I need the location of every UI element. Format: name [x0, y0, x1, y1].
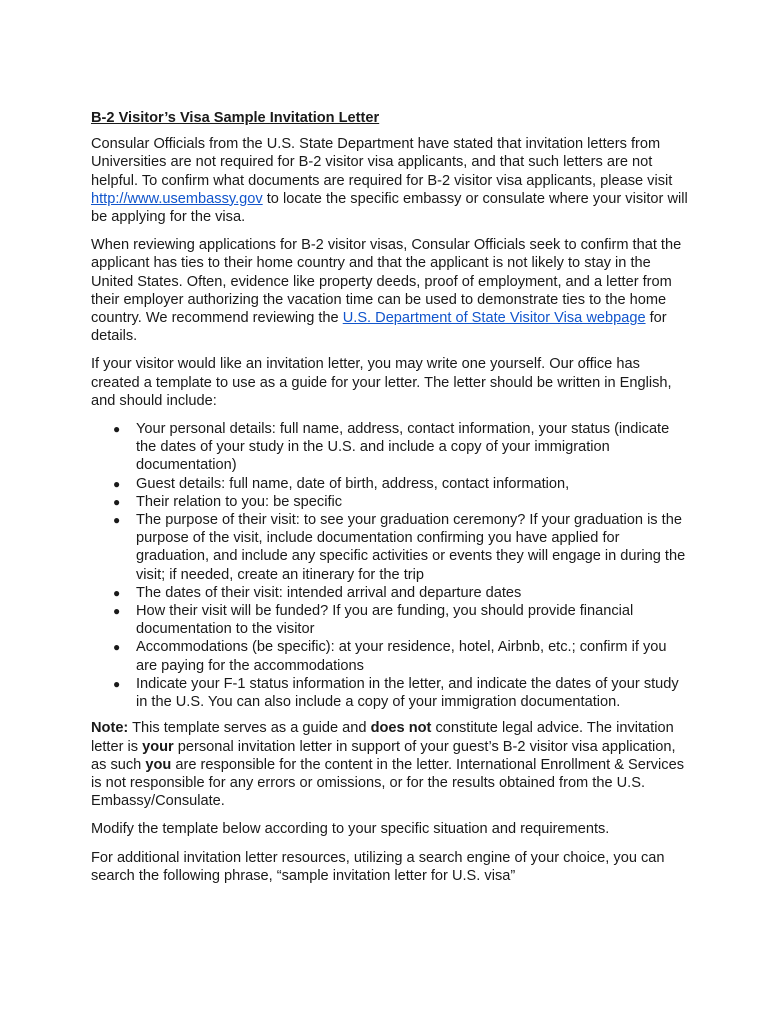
list-item	[91, 420, 691, 475]
list-item-text: How their visit will be funded? If you are funding, you should provide financial documentation to the visitor	[136, 603, 634, 638]
bullet-icon: ●	[113, 422, 121, 437]
consular-review-paragraph	[91, 236, 691, 345]
intro-text-before: Consular Officials from the U.S. State Department have stated that invitation letters from Universities are not required for B-2 visitor visa applicants, and that such letters are not helpful. To confirm what documents are required for B-2 visitor visa applicants, please visit	[91, 136, 673, 189]
list-item-text: Guest details: full name, date of birth, address, contact information,	[136, 475, 570, 492]
note-label: Note:	[91, 720, 129, 737]
additional-resources-paragraph: For additional invitation letter resources, utilizing a search engine of your choice, you can search the following phrase, “sample invitation letter for U.S. visa”	[91, 849, 665, 884]
list-item	[91, 475, 691, 493]
bullet-icon: ●	[113, 604, 121, 619]
list-item	[91, 638, 691, 674]
list-item	[91, 493, 691, 511]
note-text: This template serves as a guide and	[128, 720, 371, 737]
list-item	[91, 602, 691, 638]
bullet-icon: ●	[113, 476, 121, 491]
document-title: B-2 Visitor’s Visa Sample Invitation Letter	[91, 110, 380, 126]
note-text: are responsible for the content in the letter. International Enrollment & Services is not responsible for any errors or omissions, or for the results obtained from the U.S. Embassy/Consulate.	[91, 756, 684, 810]
list-item	[91, 675, 691, 711]
list-item-text: Accommodations (be specific): at your residence, hotel, Airbnb, etc.; confirm if you are paying for the accommodations	[136, 639, 667, 674]
list-item-text: Indicate your F-1 status information in the letter, and indicate the dates of your study in the U.S. You can also include a copy of your immigration documentation.	[136, 675, 679, 711]
list-item	[91, 511, 691, 584]
note-emphasis: does not	[370, 720, 432, 737]
requirements-list	[91, 420, 691, 711]
list-item-text: Your personal details: full name, address, contact information, your status (indicate the dates of your study in the U.S. and include a copy of your immigration documentation)	[136, 421, 670, 474]
template-intro-paragraph: If your visitor would like an invitation letter, you may write one yourself. Our office has created a template to use as a guide for your letter. The letter should be written in English, and should include:	[91, 356, 672, 409]
bullet-icon: ●	[113, 494, 121, 509]
modify-template-paragraph: Modify the template below according to your specific situation and requirements.	[91, 821, 610, 838]
note-emphasis: you	[145, 756, 172, 773]
list-item-text: The dates of their visit: intended arrival and departure dates	[136, 584, 522, 601]
list-item-text: Their relation to you: be specific	[136, 493, 343, 510]
intro-paragraph	[91, 135, 691, 226]
note-text: constitute legal advice. The invitation letter is	[91, 720, 674, 755]
bullet-icon: ●	[113, 513, 121, 528]
intro-text-after: to locate the specific embassy or consulate where your visitor will be applying for the visa.	[91, 190, 688, 226]
review-text-before: When reviewing applications for B-2 visitor visas, Consular Officials seek to confirm that the applicant has ties to their home country and that the applicant is not likely to stay in the United States. Often, evidence like property deeds, proof of employment, and a letter from their employer authorizing the vacation time can be used to demonstrate ties to the home country. We recommend reviewing the	[91, 237, 682, 327]
note-paragraph	[91, 719, 691, 810]
list-item-text: The purpose of their visit: to see your graduation ceremony? If your graduation is the purpose of the visit, include documentation confirming you have applied for graduation, and include any specific activities or events they will engage in during the visit; if needed, create an itinerary for the trip	[136, 512, 686, 583]
list-item	[91, 584, 691, 602]
review-text-after: for details.	[91, 310, 667, 345]
state-dept-visitor-visa-link[interactable]: U.S. Department of State Visitor Visa webpage	[342, 310, 646, 327]
bullet-icon: ●	[113, 676, 121, 691]
note-emphasis: your	[142, 738, 174, 755]
bullet-icon: ●	[113, 640, 121, 655]
bullet-icon: ●	[113, 585, 121, 600]
note-text: personal invitation letter in support of your guest’s B-2 visitor visa application, as such	[91, 738, 676, 773]
usembassy-link[interactable]: http://www.usembassy.gov	[91, 190, 263, 207]
document-page	[91, 109, 691, 895]
